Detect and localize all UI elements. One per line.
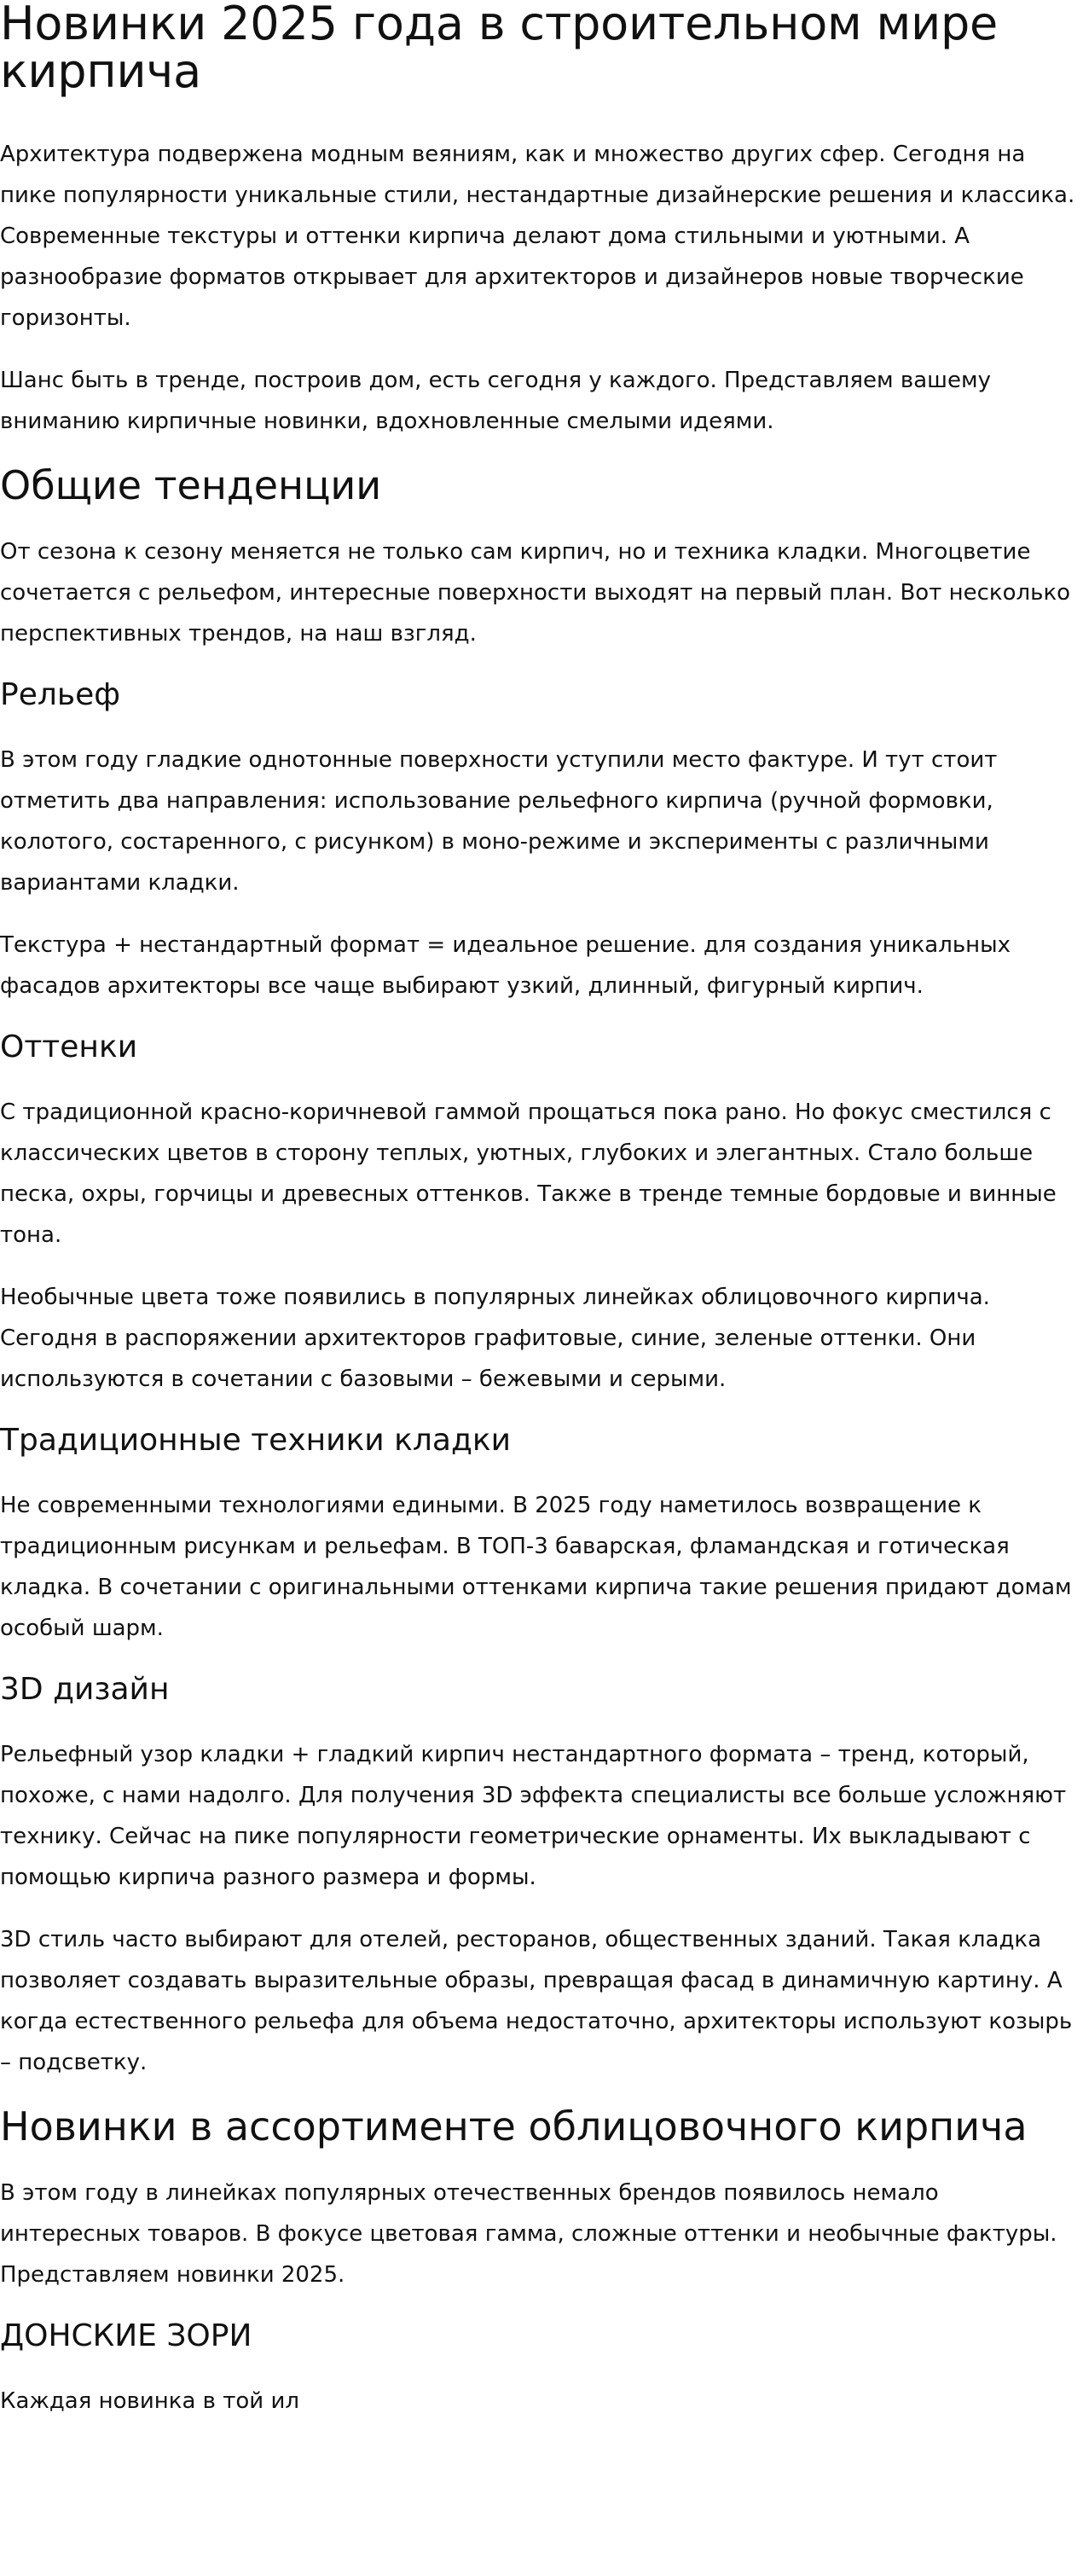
shades-paragraph: Необычные цвета тоже появились в популярных линейках облицовочного кирпича. Сегодня в распоряжении архитекторов графитовые, синие, зеленые оттенки. Они используются в сочетании с базовыми – бежевыми и серыми. [0, 1285, 990, 1392]
techniques-paragraph: Не современными технологиями едиными. В 2025 году наметилось возвращение к традиционным рисункам и рельефам. В ТОП-3 баварская, фламандская и готическая кладка. В сочетании с оригинальными оттенками кирпича такие решения придают домам особый шарм. [0, 1493, 1072, 1641]
assortment-intro-paragraph: В этом году в линейках популярных отечественных брендов появилось немало интересных товаров. В фокусе цветовая гамма, сложные оттенки и необычные фактуры. Представляем новинки 2025. [0, 2180, 1057, 2288]
relief-paragraph: Текстура + нестандартный формат = идеальное решение. для создания уникальных фасадов архитекторы все чаще выбирают узкий, длинный, фигурный кирпич. [0, 932, 1011, 999]
subsection-heading-techniques: Традиционные техники кладки [0, 1423, 511, 1458]
section-heading-assortment: Новинки в ассортименте облицовочного кирпича [0, 2103, 1028, 2150]
subsection-heading-shades: Оттенки [0, 1030, 138, 1065]
article-title: Новинки 2025 года в строительном мире кирпича [0, 0, 999, 98]
relief-paragraph: В этом году гладкие однотонные поверхности уступили место фактуре. И тут стоит отметить два направления: использование рельефного кирпича (ручной формовки, колотого, состаренного, с рисунком) в моно-режиме и эксперименты с различными вариантами кладки. [0, 747, 998, 896]
subsection-heading-3d-design: 3D дизайн [0, 1672, 170, 1707]
subsection-heading-relief: Рельеф [0, 677, 121, 712]
design3d-paragraph: 3D стиль часто выбирают для отелей, ресторанов, общественных зданий. Такая кладка позволяет создавать выразительные образы, превращая фасад в динамичную картину. А когда естественного рельефа для объема недостаточно, архитекторы используют козырь – подсветку. [0, 1927, 1073, 2075]
intro-paragraph: Архитектура подвержена модным веяниям, как и множество других сфер. Сегодня на пике популярности уникальные стили, нестандартные дизайнерские решения и классика. Современные текстуры и оттенки кирпича делают дома стильными и уютными. А разнообразие форматов открывает для архитекторов и дизайнеров новые творческие горизонты. [0, 142, 1075, 331]
section-heading-trends: Общие тенденции [0, 462, 382, 508]
trends-intro-paragraph: От сезона к сезону меняется не только сам кирпич, но и техника кладки. Многоцветие сочетается с рельефом, интересные поверхности выходят на первый план. Вот несколько перспективных трендов, на наш взгляд. [0, 539, 1071, 647]
donskie-paragraph: Каждая новинка в той ил [0, 2388, 299, 2414]
subsection-heading-donskie-zori: ДОНСКИЕ ЗОРИ [0, 2318, 252, 2353]
shades-paragraph: С традиционной красно-коричневой гаммой прощаться пока рано. Но фокус сместился с классических цветов в сторону теплых, уютных, глубоких и элегантных. Стало больше песка, охры, горчицы и древесных оттенков. Также в тренде темные бордовые и винные тона. [0, 1099, 1057, 1248]
intro-paragraph: Шанс быть в тренде, построив дом, есть сегодня у каждого. Представляем вашему вниманию кирпичные новинки, вдохновленные смелыми идеями. [0, 368, 991, 434]
design3d-paragraph: Рельефный узор кладки + гладкий кирпич нестандартного формата – тренд, который, похоже, с нами надолго. Для получения 3D эффекта специалисты все больше усложняют технику. Сейчас на пике популярности геометрические орнаменты. Их выкладывают с помощью кирпича разного размера и формы. [0, 1742, 1067, 1890]
